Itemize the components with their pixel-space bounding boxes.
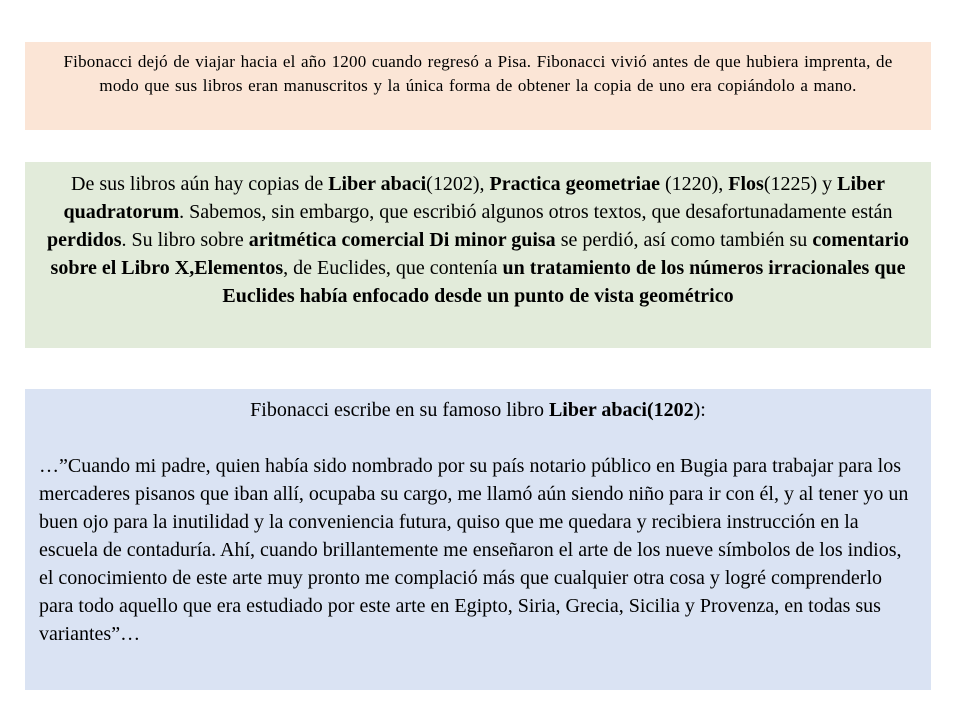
quote-heading-book: Liber abaci(1202 <box>548 399 694 421</box>
quote-heading-text: Fibonacci escribe en su famoso libro <box>250 399 549 421</box>
books-text-4: (1225) y <box>763 173 838 195</box>
book-di-minor-guisa: aritmética comercial Di minor guisa <box>248 229 556 251</box>
book-practica-geometriae: Practica geometriae <box>489 173 660 195</box>
intro-text: Fibonacci dejó de viajar hacia el año 1200 cuando regresó a Pisa. Fibonacci vivió antes de que hubiera imprenta, de modo que sus libros eran manuscritos y la única forma de obtener la copia de uno era copiándolo a mano. <box>63 52 893 95</box>
intro-textbox <box>25 42 931 130</box>
quote-textbox <box>25 389 931 690</box>
books-text-3: (1220), <box>659 173 729 195</box>
book-flos: Flos <box>728 173 764 195</box>
quote-heading <box>39 396 917 424</box>
irrational-numbers-treatment: un tratamiento de los números irracionales que Euclides había enfocado desde un punto de vista geométrico <box>222 257 906 307</box>
books-textbox <box>25 162 931 348</box>
books-text-1: De sus libros aún hay copias de <box>71 173 329 195</box>
books-text-7: se perdió, así como también su <box>555 229 813 251</box>
book-comentario-libro-x: comentario sobre el Libro X,Elementos <box>50 229 909 279</box>
books-text-6: . Su libro sobre <box>121 229 249 251</box>
quote-heading-end: ): <box>693 399 706 421</box>
books-text-8: , de Euclides, que contenía <box>283 257 503 279</box>
lost-keyword: perdidos <box>47 229 122 251</box>
book-liber-abaci: Liber abaci <box>328 173 427 195</box>
books-text-2: (1202), <box>426 173 490 195</box>
book-liber-quadratorum: Liber quadratorum <box>63 173 885 223</box>
books-text-5: . Sabemos, sin embargo, que escribió algunos otros textos, que desafortunadamente están <box>179 201 893 223</box>
quote-text: …”Cuando mi padre, quien había sido nombrado por su país notario público en Bugia para trabajar para los mercaderes pisanos que iban allí, ocupaba su cargo, me llamó aún siendo niño para ir con él, y al tener yo un buen ojo para la inutilidad y la conveniencia futura, quiso que me quedara y recibiera instrucción en la escuela de contaduría. Ahí, cuando brillantemente me enseñaron el arte de los nueve símbolos de los indios, el conocimiento de este arte muy pronto me complació más que cualquier otra cosa y logré comprenderlo para todo aquello que era estudiado por este arte en Egipto, Siria, Grecia, Sicilia y Provenza, en todas sus variantes”… <box>39 455 909 645</box>
